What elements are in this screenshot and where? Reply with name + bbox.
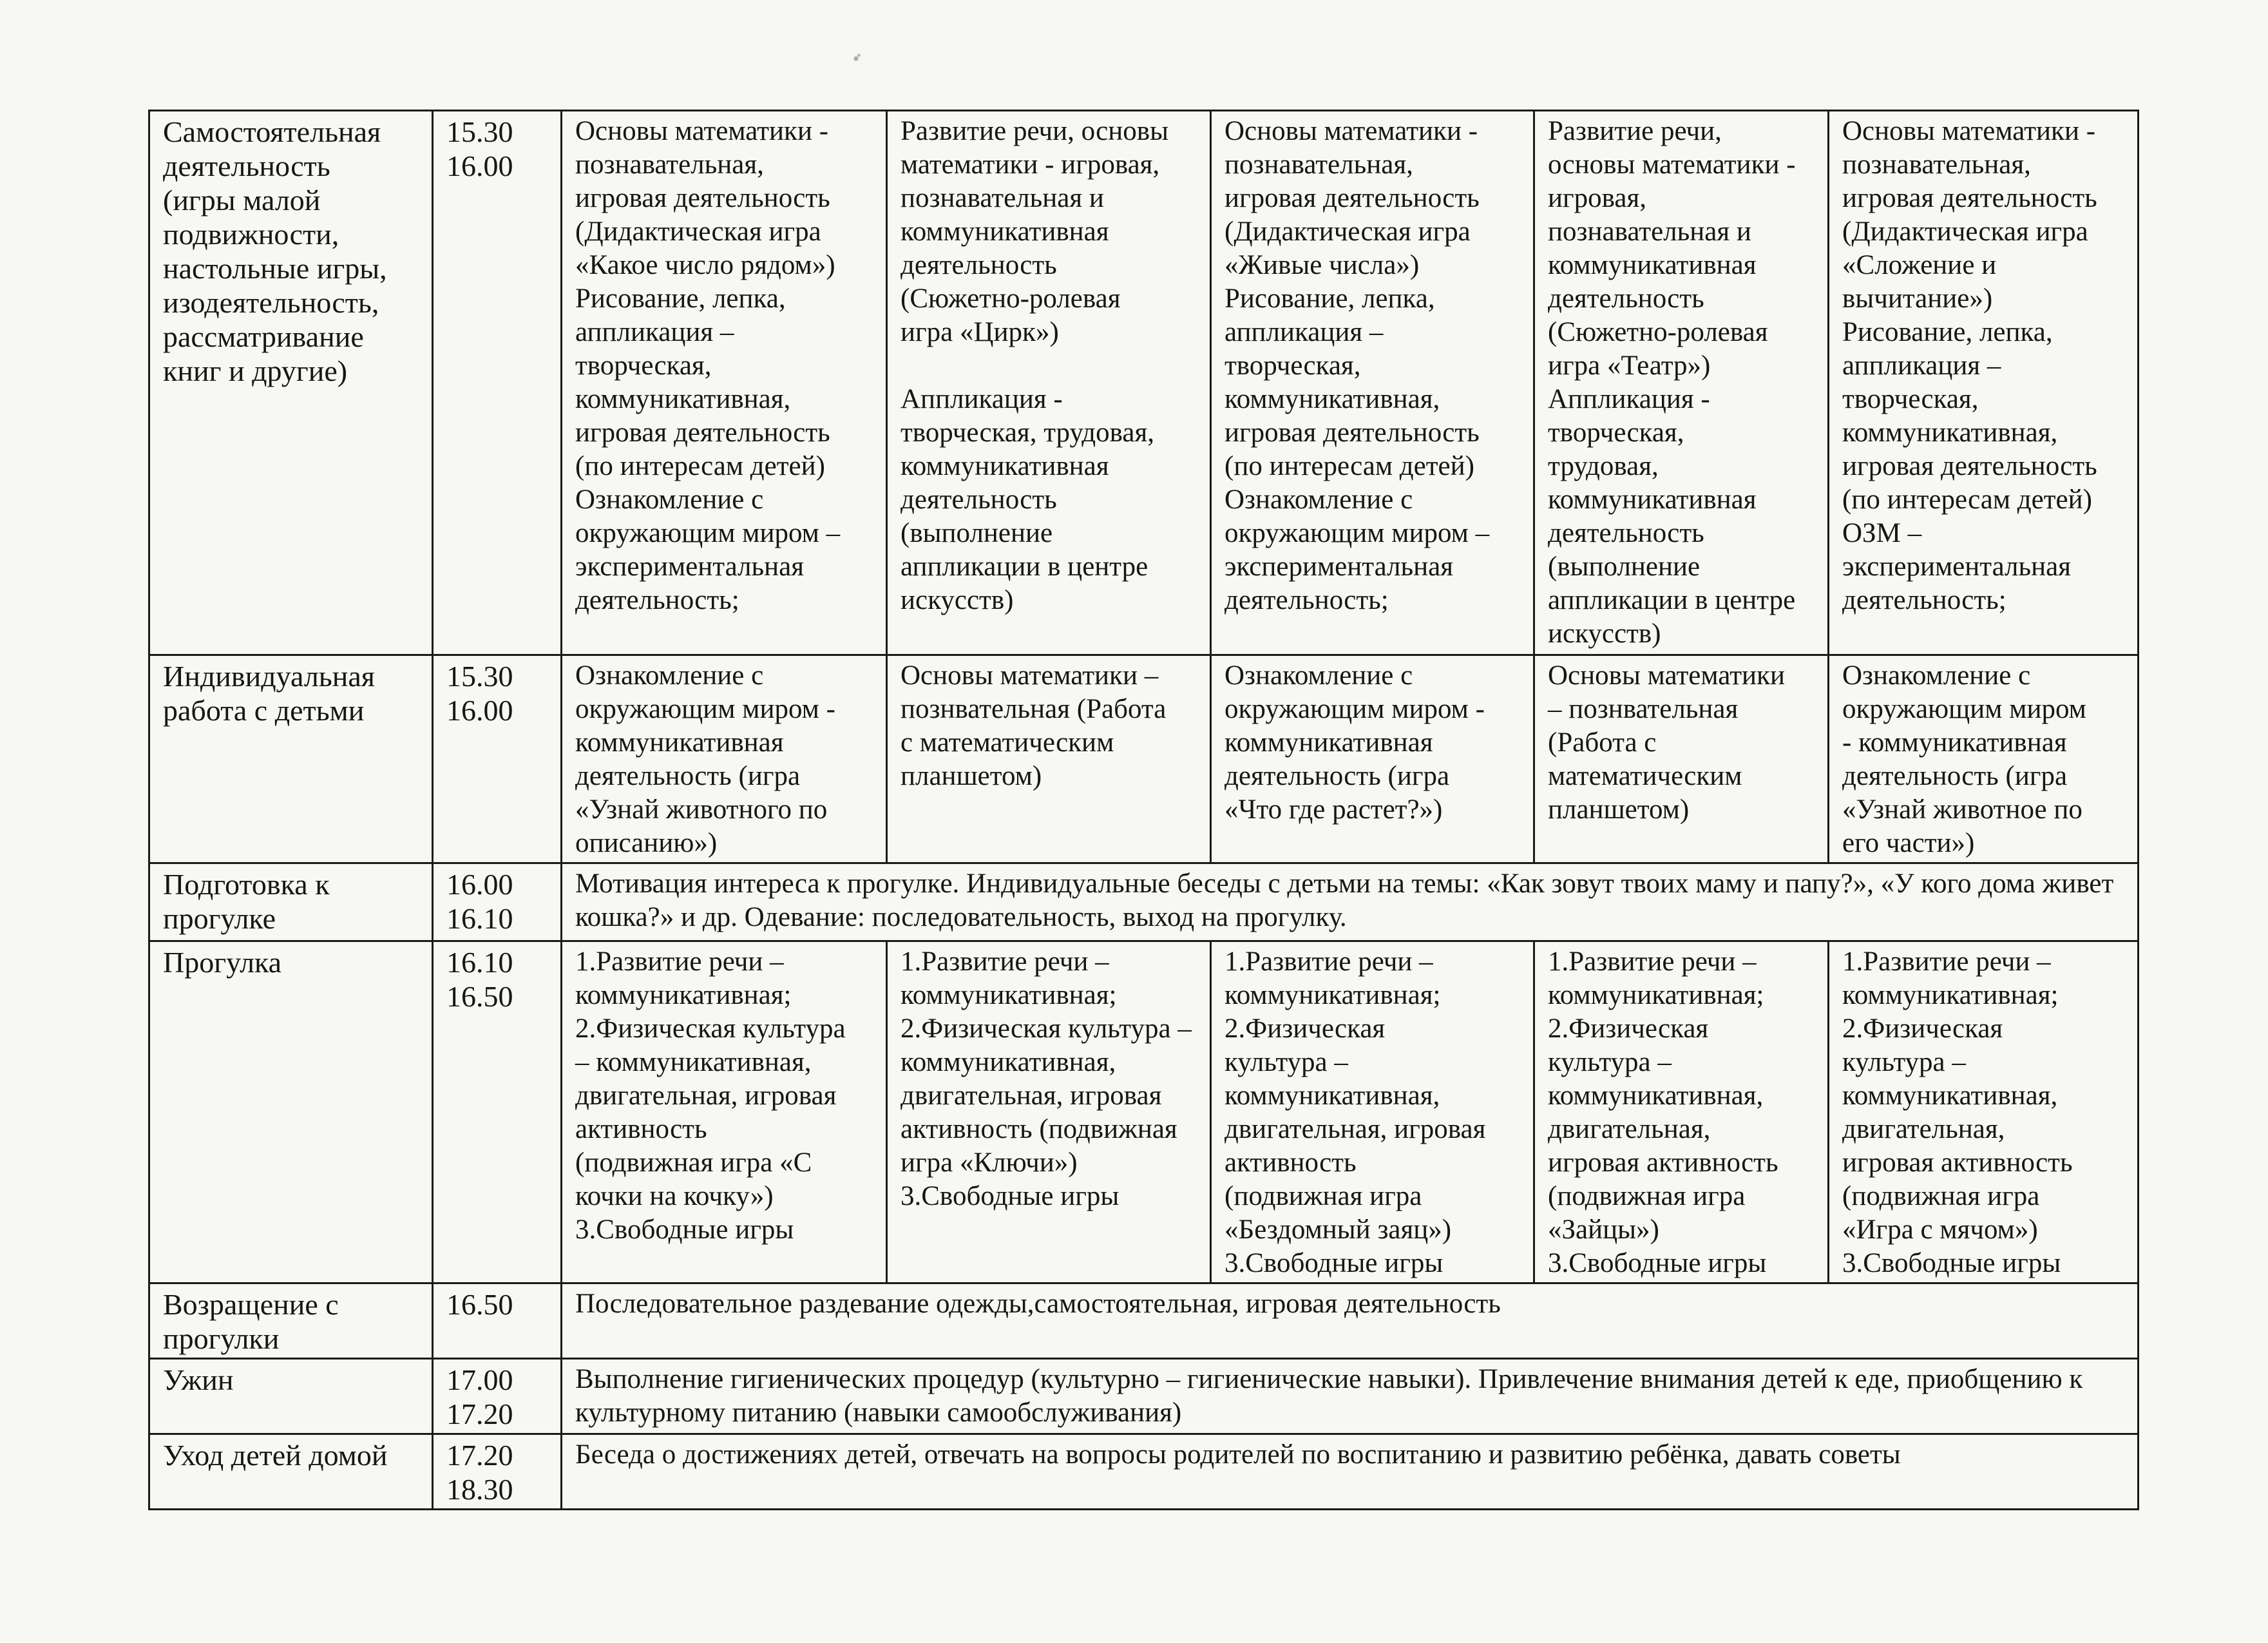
day-cell-2: Развитие речи, основы математики - игровая, познавательная и коммуникативная деятельность (Сюжетно-ролевая игра «Цирк») Аппликация - творческая, трудовая, коммуникативная деятельность (выполнение аппликации в центре искусств) — [887, 111, 1211, 655]
time-cell: 15.30 16.00 — [433, 111, 562, 655]
table-row-return-from-walk — [149, 1283, 2139, 1359]
day-cell-3: Основы математики - познавательная, игровая деятельность (Дидактическая игра «Живые числа») Рисование, лепка, аппликация – творческая, коммуникативная, игровая деятельность (по интересам детей) Ознакомление с окружающим миром – экспериментальная деятельность; — [1211, 111, 1534, 655]
time-cell: 17.00 17.20 — [433, 1359, 562, 1434]
merged-description-cell: Выполнение гигиенических процедур (культурно – гигиенические навыки). Привлечение внимания детей к еде, приобщению к культурному питанию (навыки самообслуживания) — [562, 1359, 2139, 1434]
time-cell: 16.10 16.50 — [433, 941, 562, 1283]
merged-description-cell: Мотивация интереса к прогулке. Индивидуальные беседы с детьми на темы: «Как зовут твоих маму и папу?», «У кого дома живет кошка?» и др. Одевание: последовательность, выход на прогулку. — [562, 863, 2139, 941]
activity-cell: Ужин — [149, 1359, 433, 1434]
daily-schedule-table — [148, 110, 2139, 1510]
table-row-walk-preparation — [149, 863, 2139, 941]
day-cell-4: Основы математики – познвательная (Работа с математическим планшетом) — [1534, 655, 1829, 863]
day-cell-4: 1.Развитие речи – коммуникативная; 2.Физическая культура – коммуникативная, двигательная, игровая активность (подвижная игра «Зайцы») 3.Свободные игры — [1534, 941, 1829, 1283]
day-cell-2: Основы математики – познвательная (Работа с математическим планшетом) — [887, 655, 1211, 863]
day-cell-1: Ознакомление с окружающим миром - коммуникативная деятельность (игра «Узнай животного по описанию») — [562, 655, 887, 863]
table-row-independent-activity — [149, 111, 2139, 655]
day-cell-1: Основы математики - познавательная, игровая деятельность (Дидактическая игра «Какое число рядом») Рисование, лепка, аппликация – творческая, коммуникативная, игровая деятельность (по интересам детей) Ознакомление с окружающим миром – экспериментальная деятельность; — [562, 111, 887, 655]
time-cell: 16.00 16.10 — [433, 863, 562, 941]
activity-cell: Индивидуальная работа с детьми — [149, 655, 433, 863]
table-row-individual-work — [149, 655, 2139, 863]
time-cell: 15.30 16.00 — [433, 655, 562, 863]
activity-cell: Уход детей домой — [149, 1434, 433, 1510]
activity-cell: Возращение с прогулки — [149, 1283, 433, 1359]
time-cell: 17.20 18.30 — [433, 1434, 562, 1510]
day-cell-5: 1.Развитие речи – коммуникативная; 2.Физическая культура – коммуникативная, двигательная, игровая активность (подвижная игра «Игра с мячом») 3.Свободные игры — [1829, 941, 2139, 1283]
day-cell-2: 1.Развитие речи – коммуникативная; 2.Физическая культура – коммуникативная, двигательная, игровая активность (подвижная игра «Ключи») 3.Свободные игры — [887, 941, 1211, 1283]
day-cell-5: Ознакомление с окружающим миром - коммуникативная деятельность (игра «Узнай животное по его части») — [1829, 655, 2139, 863]
merged-description-cell: Последовательное раздевание одежды,самостоятельная, игровая деятельность — [562, 1283, 2139, 1359]
day-cell-3: Ознакомление с окружающим миром - коммуникативная деятельность (игра «Что где растет?») — [1211, 655, 1534, 863]
table-row-dinner — [149, 1359, 2139, 1434]
activity-cell: Прогулка — [149, 941, 433, 1283]
time-cell: 16.50 — [433, 1283, 562, 1359]
scan-speck — [849, 50, 863, 67]
day-cell-3: 1.Развитие речи – коммуникативная; 2.Физическая культура – коммуникативная, двигательная, игровая активность (подвижная игра «Бездомный заяц») 3.Свободные игры — [1211, 941, 1534, 1283]
merged-description-cell: Беседа о достижениях детей, отвечать на вопросы родителей по воспитанию и развитию ребёнка, давать советы — [562, 1434, 2139, 1510]
table-row-walk — [149, 941, 2139, 1283]
day-cell-5: Основы математики - познавательная, игровая деятельность (Дидактическая игра «Сложение и вычитание») Рисование, лепка, аппликация – творческая, коммуникативная, игровая деятельность (по интересам детей) ОЗМ – экспериментальная деятельность; — [1829, 111, 2139, 655]
day-cell-1: 1.Развитие речи – коммуникативная; 2.Физическая культура – коммуникативная, двигательная, игровая активность (подвижная игра «С кочки на кочку») 3.Свободные игры — [562, 941, 887, 1283]
day-cell-4: Развитие речи, основы математики - игровая, познавательная и коммуникативная деятельность (Сюжетно-ролевая игра «Театр») Аппликация - творческая, трудовая, коммуникативная деятельность (выполнение аппликации в центре искусств) — [1534, 111, 1829, 655]
table-row-going-home — [149, 1434, 2139, 1510]
activity-cell: Самостоятельная деятельность (игры малой подвижности, настольные игры, изодеятельность, рассматривание книг и другие) — [149, 111, 433, 655]
activity-cell: Подготовка к прогулке — [149, 863, 433, 941]
